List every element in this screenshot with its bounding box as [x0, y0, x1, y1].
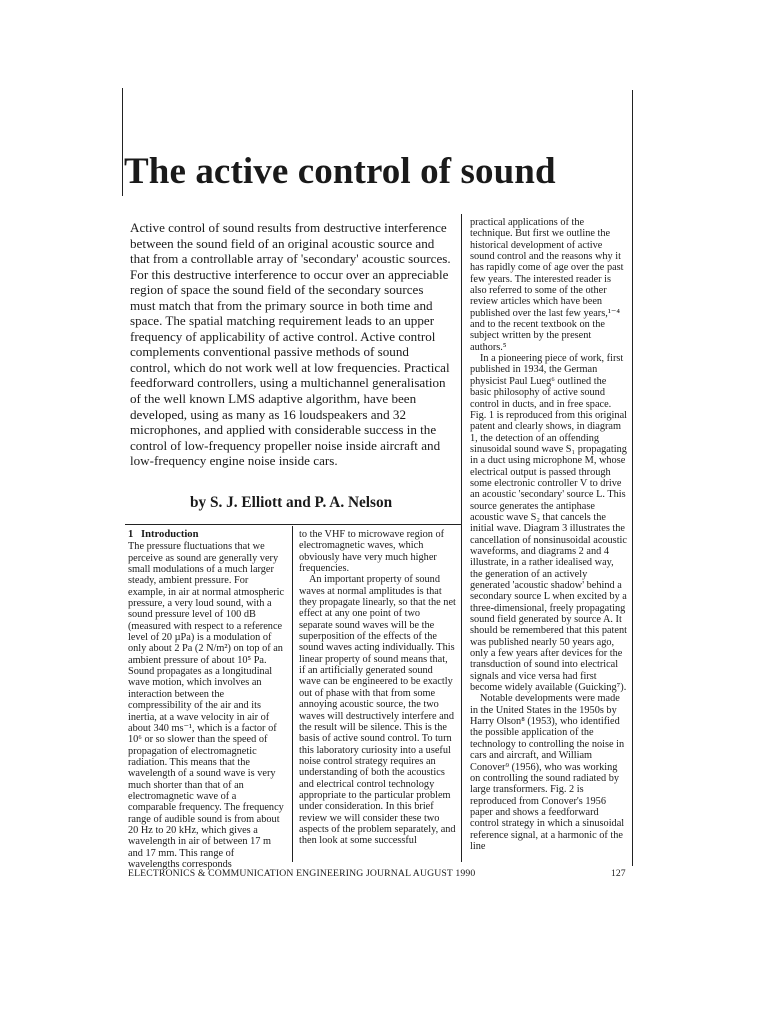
abstract: Active control of sound results from destructive interference between the sound field of an original acoustic source and that from a controllable array of 'secondary' acoustic sources. For this destructive interference to occur over an appreciable region of space the sound field of the secondary sources must match that from the primary source in both time and space. The spatial matching requirement leads to an upper frequency of applicability of active control. Active control complements conventional passive methods of sound control, which do not work well at low frequencies. Practical feedforward controllers, using a multichannel generalisation of the well known LMS adaptive algorithm, have been developed, using as many as 16 loudspeakers and 32 microphones, and applied with considerable success in the control of low-frequency propeller noise inside aircraft and low-frequency engine noise inside cars.	[130, 220, 451, 469]
page-number: 127	[611, 868, 626, 879]
section-heading	[128, 529, 286, 540]
right-margin-rule	[632, 90, 633, 866]
article-title: The active control of sound	[124, 151, 556, 192]
section-top-rule	[125, 524, 462, 525]
section-title: Introduction	[141, 529, 199, 540]
paragraph: to the VHF to microwave region of electromagnetic waves, which obviously have very much higher frequencies.	[299, 529, 445, 575]
column-divider-left	[292, 526, 293, 862]
body-column-right	[470, 217, 627, 852]
paragraph: In a pioneering piece of work, first published in 1934, the German physicist Paul Lueg⁶ outlined the basic philosophy of active sound control in ducts, and in free space. Fig. 1 is reproduced from this original patent and clearly shows, in diagram 1, the detection of an offending sinusoidal sound wave S₁ propagating in a duct using microphone M, whose electrical output is passed through some electronic controller V to drive an acoustic 'secondary' source L. This source generates the antiphase acoustic wave S₂ that cancels the initial wave. Diagram 3 illustrates the cancellation of nonsinusoidal acoustic waveforms, and diagrams 2 and 4 illustrate, in a rather idealised way, the generation of an actively generated 'acoustic shadow' behind a secondary source L when excited by a three-dimensional, freely propagating sound field generated by source A. It should be remembered that this patent was published nearly 50 years ago, only a few years after devices for the transduction of sound into electrical signals and vice versa had first become widely available (Guicking⁷).	[470, 353, 628, 694]
section-number: 1	[128, 529, 134, 540]
paragraph: The pressure fluctuations that we perceive as sound are generally very small modulations of a much larger steady, ambient pressure. For example, in air at normal atmospheric pressure, a very loud sound, with a sound pressure level of 100 dB (measured with respect to a reference level of 20 µPa) is a modulation of only about 2 Pa (2 N/m²) on top of an ambient pressure of about 10⁵ Pa. Sound propagates as a longitudinal wave motion, which involves an interaction between the compressibility of the air and its inertia, at a wave velocity in air of about 340 ms⁻¹, which is a factor of 10⁶ or so slower than the speed of propagation of electromagnetic radiation. This means that the wavelength of a sound wave is very much shorter than that of an electromagnetic wave of a comparable frequency. The frequency range of audible sound is from about 20 Hz to 20 kHz, which gives a wavelength in air of between 17 m and 17 mm. This range of wavelengths corresponds	[128, 541, 285, 870]
body-column-left	[128, 529, 286, 870]
left-margin-rule	[122, 88, 123, 196]
column-divider-right	[461, 526, 462, 862]
body-column-middle	[299, 529, 456, 847]
paragraph: practical applications of the technique. But first we outline the historical development of active sound control and the reasons why it has rapidly come of age over the past few years. The interested reader is also referred to some of the other review articles which have been published over the last few years,¹⁻⁴ and to the recent textbook on the subject written by the present authors.⁵	[470, 217, 624, 353]
footer-journal-info: ELECTRONICS & COMMUNICATION ENGINEERING JOURNAL AUGUST 1990	[128, 868, 476, 879]
paragraph: Notable developments were made in the United States in the 1950s by Harry Olson⁸ (1953), who identified the possible application of the technology to controlling the noise in cars and aircraft, and William Conover⁹ (1956), who was working on controlling the sound radiated by large transformers. Fig. 2 is reproduced from Conover's 1956 paper and shows a feedforward control strategy in which a sinusoidal reference signal, at a harmonic of the line	[470, 693, 625, 852]
author-line: by S. J. Elliott and P. A. Nelson	[190, 494, 393, 511]
paragraph: An important property of sound waves at normal amplitudes is that they propagate linearly, so that the net effect at any one point of two separate sound waves will be the superposition of the effects of the sound waves acting individually. This linear property of sound means that, if an artificially generated sound wave can be engineered to be exactly out of phase with that from some annoying acoustic source, the two waves will destructively interfere and the result will be silence. This is the basis of active sound control. To turn this laboratory curiosity into a useful noise control strategy requires an understanding of both the acoustics and electrical control technology appropriate to the particular problem under consideration. In this brief review we will consider these two aspects of the problem separately, and then look at some successful	[299, 574, 456, 847]
right-column-rule	[461, 214, 462, 526]
